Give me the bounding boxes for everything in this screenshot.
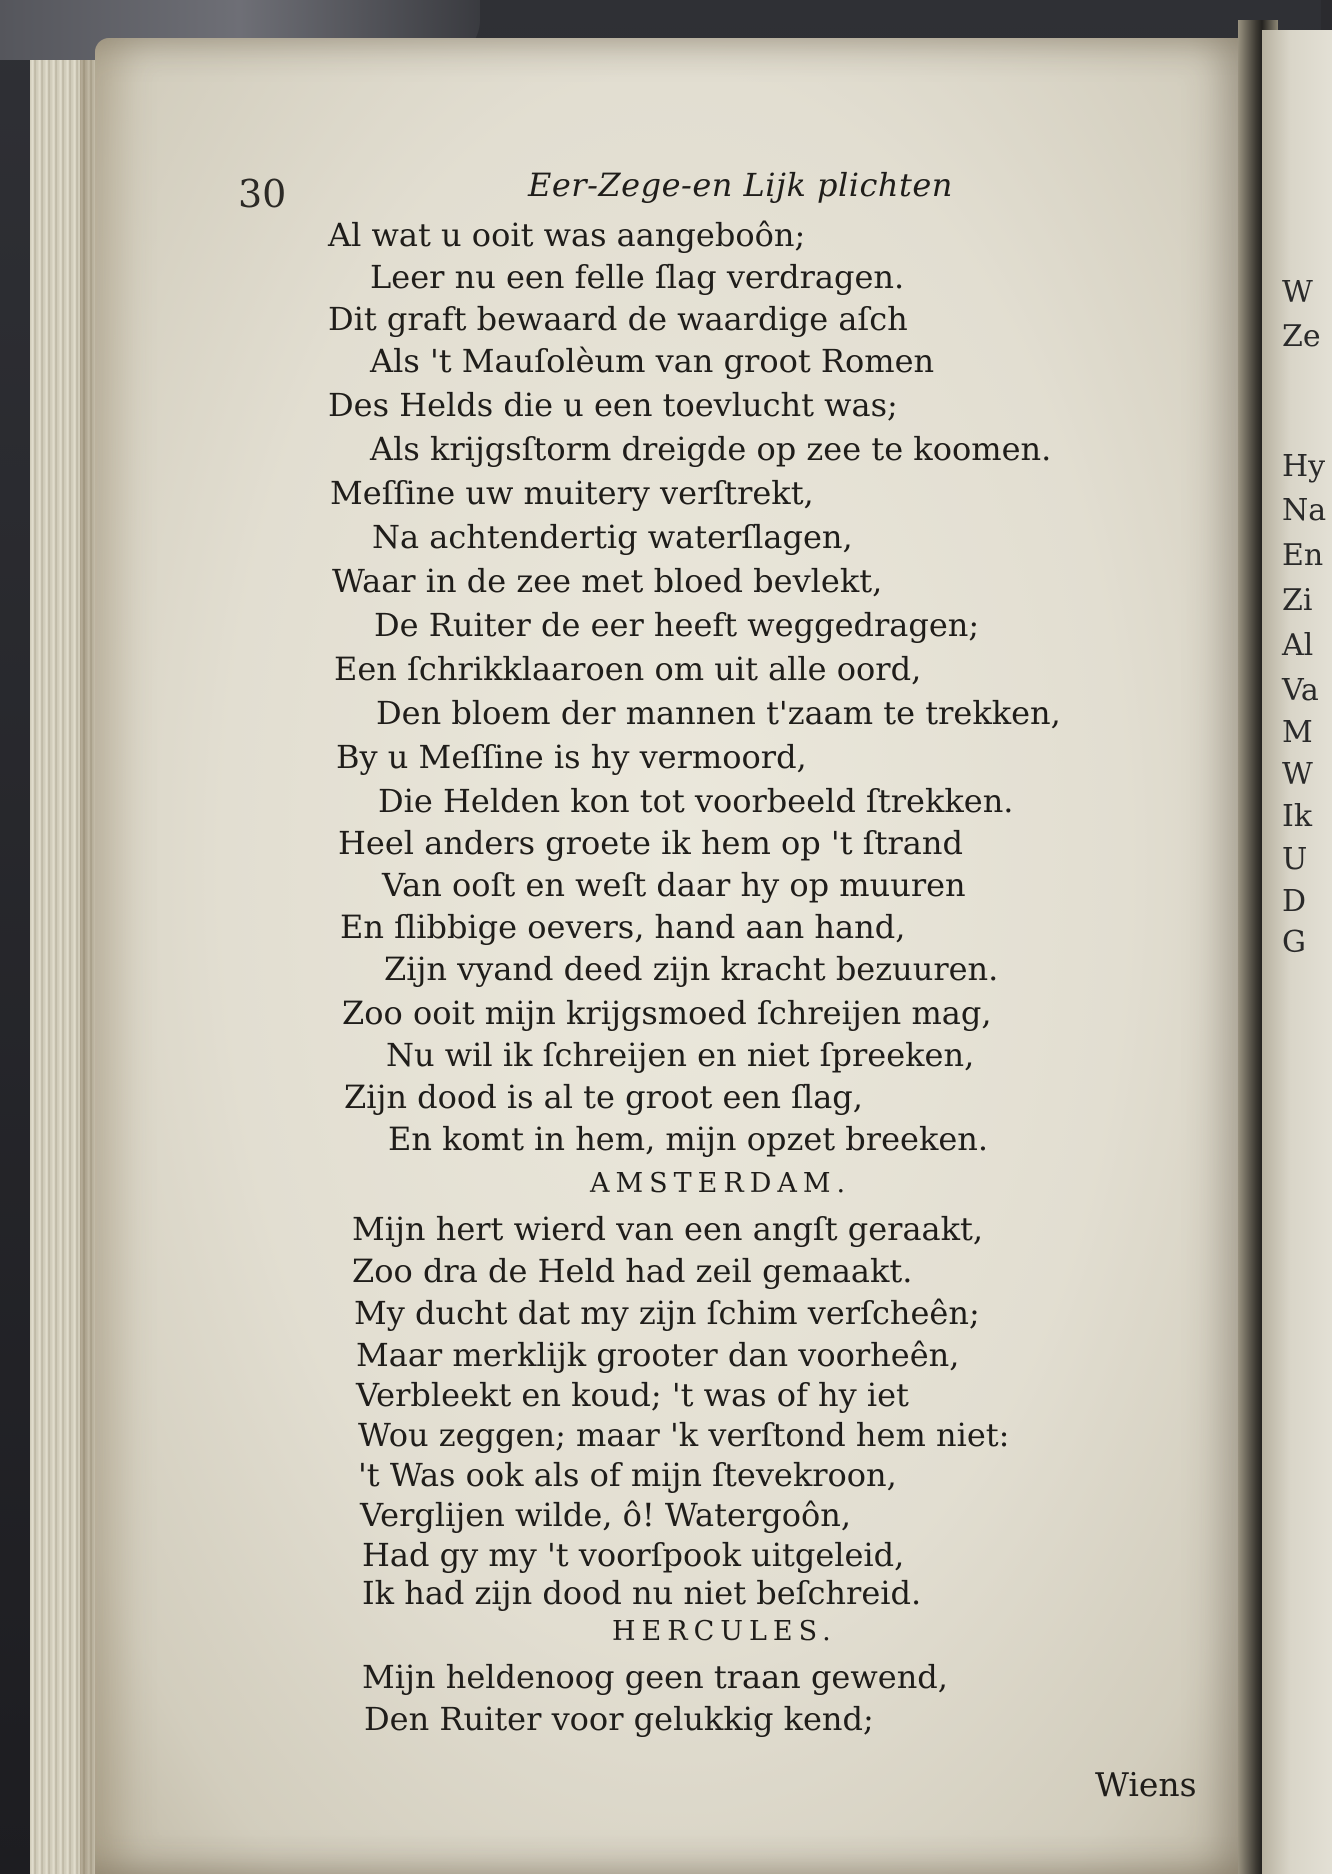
facing-line: Ik	[1282, 799, 1313, 834]
verse-line: De Ruiter de eer heeft weggedragen;	[374, 606, 980, 644]
verse-line: Meſſine uw muitery verſtrekt,	[330, 474, 814, 512]
speaker-heading: HERCULES.	[612, 1616, 837, 1647]
facing-line: Al	[1282, 628, 1314, 663]
verse-line: Mijn heldenoog geen traan gewend,	[362, 1658, 948, 1696]
verse-line: Een ſchrikklaaroen om uit alle oord,	[334, 650, 922, 688]
verse-line: Als 't Mauſolèum van groot Romen	[370, 342, 935, 380]
verse-line: Verbleekt en koud; 't was of hy iet	[356, 1376, 909, 1414]
facing-line: Va	[1282, 673, 1319, 708]
facing-line: Na	[1282, 493, 1327, 528]
verse-line: Mijn hert wierd van een angſt geraakt,	[352, 1210, 984, 1248]
facing-line: Zi	[1282, 583, 1313, 618]
verse-line: Den bloem der mannen t'zaam te trekken,	[376, 694, 1061, 732]
verse-line: Zoo dra de Held had zeil gemaakt.	[352, 1252, 913, 1290]
verse-line: Dit graft bewaard de waardige aſch	[328, 300, 908, 338]
verse-line: 't Was ook als of mijn ſtevekroon,	[358, 1456, 897, 1494]
facing-line: W	[1282, 275, 1313, 310]
verse-line: En ſlibbige oevers, hand aan hand,	[340, 908, 906, 946]
facing-line: Hy	[1282, 449, 1326, 484]
facing-line: Ze	[1282, 319, 1321, 354]
verse-line: Verglijen wilde, ô! Watergoôn,	[360, 1496, 851, 1534]
verse-line: Den Ruiter voor gelukkig kend;	[364, 1700, 874, 1738]
verse-line: Waar in de zee met bloed bevlekt,	[332, 562, 883, 600]
verse-line: Zijn vyand deed zijn kracht bezuuren.	[384, 950, 999, 988]
verse-line: Maar merklijk grooter dan voorheên,	[356, 1336, 960, 1374]
speaker-heading: AMSTERDAM.	[590, 1168, 852, 1199]
facing-line: En	[1282, 538, 1324, 573]
verse-line: Heel anders groete ik hem op 't ſtrand	[338, 824, 963, 862]
verse-line: Die Helden kon tot voorbeeld ſtrekken.	[378, 782, 1014, 820]
verse-line: Zoo ooit mijn krijgsmoed ſchreijen mag,	[342, 994, 992, 1032]
verse-line: Van ooſt en weſt daar hy op muuren	[382, 866, 966, 904]
verse-line: Als krijgsſtorm dreigde op zee te koomen.	[370, 430, 1052, 468]
verse-line: Had gy my 't voorſpook uitgeleid,	[362, 1536, 905, 1574]
facing-line: M	[1282, 715, 1313, 750]
facing-line: W	[1282, 757, 1313, 792]
facing-line: G	[1282, 925, 1306, 960]
facing-line: U	[1282, 842, 1308, 877]
catchword: Wiens	[1095, 1765, 1197, 1804]
running-head: Eer-Zege-en Lijk plichten	[528, 166, 953, 204]
verse-line: Ik had zijn dood nu niet beſchreid.	[362, 1574, 922, 1612]
verse-line: Des Helds die u een toevlucht was;	[328, 386, 898, 424]
verse-line: Al wat u ooit was aangeboôn;	[328, 216, 806, 254]
verse-line: My ducht dat my zijn ſchim verſcheên;	[354, 1294, 980, 1332]
verse-line: Zijn dood is al te groot een ſlag,	[344, 1078, 863, 1116]
verse-line: Nu wil ik ſchreijen en niet ſpreeken,	[386, 1036, 975, 1074]
verse-line: En komt in hem, mijn opzet breeken.	[388, 1120, 989, 1158]
verse-line: Na achtendertig waterſlagen,	[372, 518, 853, 556]
verse-line: Leer nu een felle ſlag verdragen.	[370, 258, 905, 296]
facing-line: D	[1282, 884, 1307, 919]
verse-line: Wou zeggen; maar 'k verſtond hem niet:	[358, 1416, 1010, 1454]
verse-line: By u Meſſine is hy vermoord,	[336, 738, 807, 776]
page-number: 30	[238, 172, 287, 216]
